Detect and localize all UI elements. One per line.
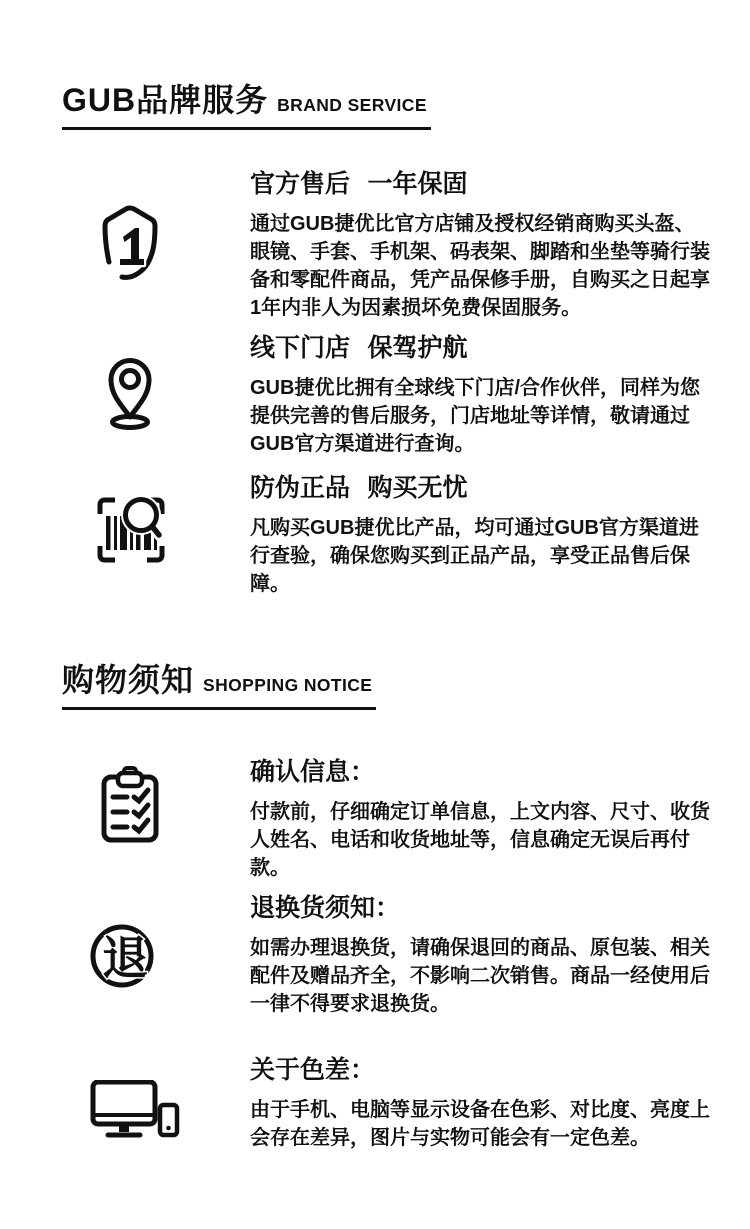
- shopping-notice-heading-en: SHOPPING NOTICE: [203, 675, 373, 695]
- brand-service-heading-en: BRAND SERVICE: [277, 95, 427, 115]
- service-item-stores: [250, 334, 712, 458]
- checklist-clipboard-icon: [100, 766, 160, 844]
- display-devices-icon: [90, 1080, 180, 1140]
- notice-item-title: 确认信息：: [250, 758, 376, 786]
- return-goods-icon: [88, 922, 164, 994]
- service-item-title: 官方售后 一年保固: [250, 170, 468, 198]
- notice-item-confirm-info: [250, 758, 712, 882]
- barcode-scan-icon: [96, 494, 166, 568]
- notice-item-color-difference: [250, 1056, 712, 1152]
- service-item-title: 防伪正品 购买无忧: [250, 474, 468, 502]
- notice-item-body: 付款前，仔细确定订单信息，上文内容、尺寸、收货人姓名、电话和收货地址等，信息确定无误后再付款。: [250, 800, 710, 879]
- shield-digit: [120, 228, 144, 265]
- return-character: 退: [102, 932, 148, 984]
- service-item-authentic: [250, 474, 712, 598]
- service-item-title: 线下门店 保驾护航: [250, 334, 468, 362]
- service-item-body: GUB捷优比拥有全球线下门店/合作伙伴，同样为您提供完善的售后服务，门店地址等详情，敬请通过GUB官方渠道进行查询。: [250, 376, 700, 455]
- notice-item-title: 退换货须知：: [250, 894, 401, 922]
- brand-service-heading-cn: GUB品牌服务: [62, 82, 269, 118]
- shopping-notice-heading: [62, 664, 376, 710]
- shopping-notice-heading-cn: 购物须知: [62, 662, 195, 698]
- service-item-body: 凡购买GUB捷优比产品，均可通过GUB官方渠道进行查验，确保您购买到正品产品，享受正品售后保障。: [250, 516, 699, 595]
- brand-service-heading: [62, 84, 431, 130]
- service-item-warranty: [250, 170, 712, 322]
- service-item-body: 通过GUB捷优比官方店铺及授权经销商购买头盔、眼镜、手套、手机架、码表架、脚踏和坐垫等骑行装备和零配件商品，凭产品保修手册，自购买之日起享1年内非人为因素损坏免费保固服务。: [250, 212, 710, 319]
- notice-item-returns: [250, 894, 712, 1018]
- notice-item-body: 由于手机、电脑等显示设备在色彩、对比度、亮度上会存在差异，图片与实物可能会有一定色差。: [250, 1098, 710, 1149]
- notice-item-body: 如需办理退换货，请确保退回的商品、原包装、相关配件及赠品齐全，不影响二次销售。商品一经使用后一律不得要求退换货。: [250, 936, 710, 1015]
- warranty-shield-1-icon: [97, 204, 163, 286]
- notice-item-title: 关于色差：: [250, 1056, 376, 1084]
- location-pin-icon: [104, 356, 156, 432]
